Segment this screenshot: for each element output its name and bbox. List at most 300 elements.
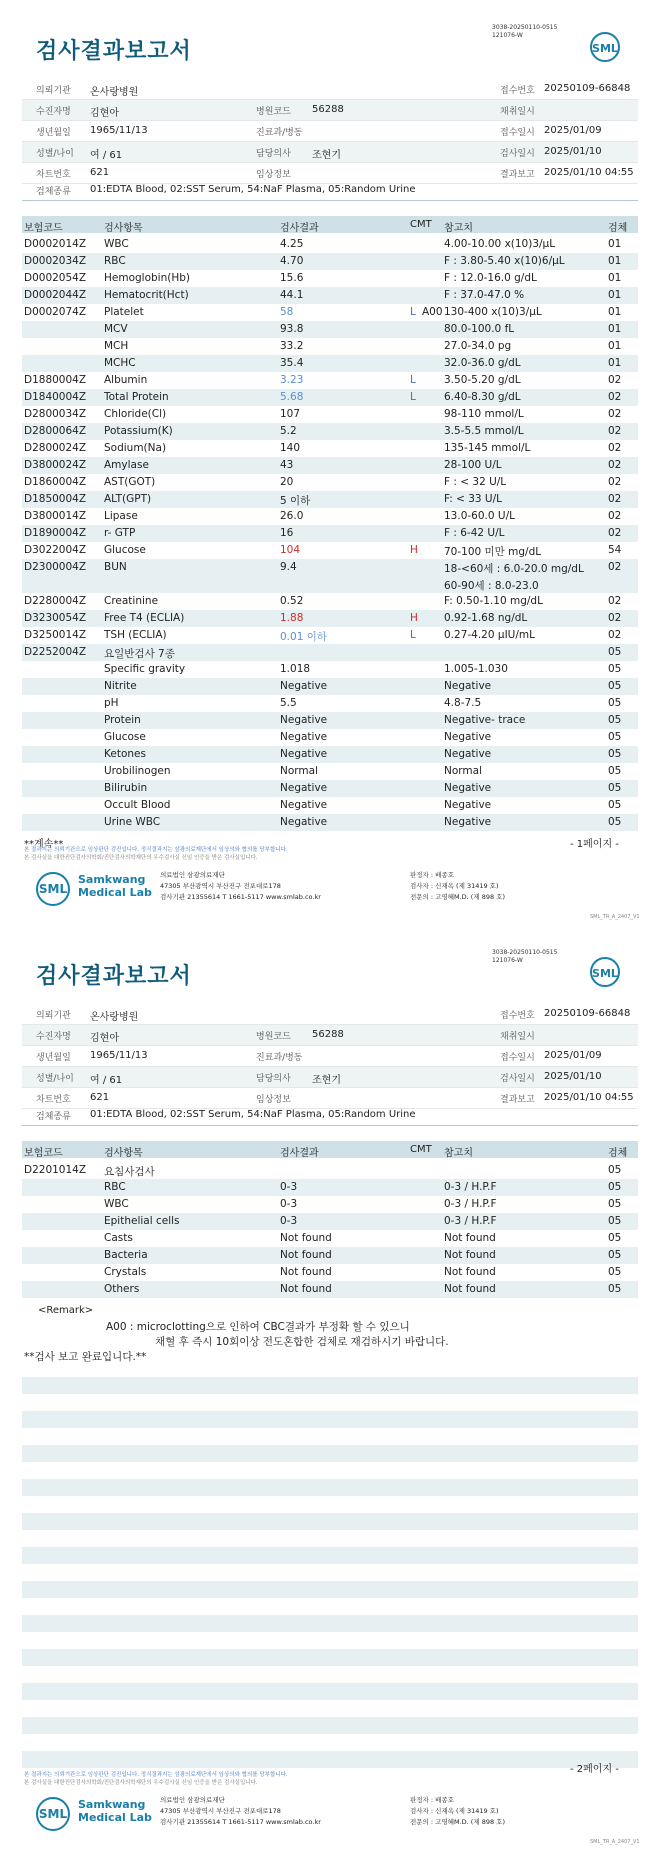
test-item: Urine WBC xyxy=(104,816,161,828)
reference-range: 18-<60세 : 6.0-20.0 mg/dL xyxy=(444,563,584,575)
reference-range: 6.40-8.30 g/dL xyxy=(444,391,521,403)
signatures xyxy=(410,870,505,903)
brand-name xyxy=(78,1798,152,1824)
test-code: D1890004Z xyxy=(24,527,87,539)
test-item: Crystals xyxy=(104,1266,147,1278)
results-table-page-2 xyxy=(22,1162,638,1298)
reference-range: Negative- trace xyxy=(444,714,526,726)
comment-code: A00 xyxy=(422,306,443,318)
reference-range: Not found xyxy=(444,1232,496,1244)
remark-line-1: A00 : microclotting으로 인하여 CBC결과가 부정확 할 수 있으니 xyxy=(106,1321,410,1333)
test-result: Negative xyxy=(280,680,328,692)
info-row-3 xyxy=(22,121,638,142)
reference-range: F : 3.80-5.40 x(10)6/μL xyxy=(444,255,565,267)
test-item: Epithelial cells xyxy=(104,1215,180,1227)
label-sex-age: 성별/나이 xyxy=(36,1074,74,1084)
reference-range: 0.92-1.68 ng/dL xyxy=(444,612,528,624)
test-result: 0-3 xyxy=(280,1181,298,1193)
test-code: D3800014Z xyxy=(24,510,87,522)
reference-range: Not found xyxy=(444,1283,496,1295)
test-item: Ketones xyxy=(104,748,146,760)
label-doctor: 담당의사 xyxy=(256,149,291,159)
test-code: D2800064Z xyxy=(24,425,87,437)
test-item: WBC xyxy=(104,1198,129,1210)
test-date: 2025/01/10 xyxy=(544,146,602,157)
test-result: 16 xyxy=(280,527,294,539)
test-result: Negative xyxy=(280,782,328,794)
reference-range: Not found xyxy=(444,1266,496,1278)
test-item: 요일반검사 7종 xyxy=(104,648,175,660)
test-result: Not found xyxy=(280,1232,332,1244)
doc-no-line1: 3038-20250110-0515 xyxy=(492,24,558,31)
table-row xyxy=(22,372,638,389)
table-row xyxy=(22,644,638,661)
empty-row xyxy=(22,1411,638,1428)
specimen-code: 02 xyxy=(608,408,622,420)
test-item: Hematocrit(Hct) xyxy=(104,289,189,301)
empty-row xyxy=(22,1445,638,1462)
table-row xyxy=(22,661,638,678)
table-row xyxy=(22,1213,638,1230)
header-code: 보험코드 xyxy=(24,1148,63,1159)
table-row xyxy=(22,491,638,508)
info-row-4 xyxy=(22,1067,638,1088)
info-row-2 xyxy=(22,100,638,121)
reference-range: 32.0-36.0 g/dL xyxy=(444,357,521,369)
label-receipt-number: 접수번호 xyxy=(500,1011,535,1021)
test-result: 0.52 xyxy=(280,595,304,607)
test-result: 58 xyxy=(280,306,294,318)
specimen-code: 05 xyxy=(608,697,622,709)
test-flag: L xyxy=(410,391,416,403)
note-line-2: 본 검사실을 대한진단검사의학회/진단검사의학재단의 우수검사실 신임 인증을 받은 검사실입니다. xyxy=(24,855,258,861)
test-code: D2280004Z xyxy=(24,595,87,607)
test-code: D2800034Z xyxy=(24,408,87,420)
table-row xyxy=(22,1230,638,1247)
table-row xyxy=(22,712,638,729)
results-header xyxy=(22,216,638,233)
lab-addr: 47305 부산광역시 부산진구 전포대로178 xyxy=(160,1807,281,1815)
specimen-code: 02 xyxy=(608,629,622,641)
test-code: D0002044Z xyxy=(24,289,87,301)
test-item: pH xyxy=(104,697,119,709)
specimen-code: 05 xyxy=(608,1164,622,1176)
specimen-code: 01 xyxy=(608,255,622,267)
reference-range: 3.50-5.20 g/dL xyxy=(444,374,521,386)
test-code: D2800024Z xyxy=(24,442,87,454)
label-specimen: 검체종류 xyxy=(36,187,71,197)
table-row xyxy=(22,1247,638,1264)
specimen-code: 05 xyxy=(608,680,622,692)
doc-no-line2: 121076-W xyxy=(492,957,523,964)
test-flag: L xyxy=(410,374,416,386)
lab-contact: 검사기관 21355614 T 1661-5117 www.smlab.co.kr xyxy=(160,1818,321,1826)
table-row xyxy=(22,797,638,814)
label-requesting-institution: 의뢰기관 xyxy=(36,86,71,96)
specimen-code: 05 xyxy=(608,1232,622,1244)
table-row xyxy=(22,763,638,780)
report-notes xyxy=(24,846,288,862)
table-row xyxy=(22,508,638,525)
reference-range: 0.27-4.20 μIU/mL xyxy=(444,629,535,641)
note-line-1: 본 결과지는 의뢰기관으로 임상판단 검진입니다. 정식결과지는 삼광의료재단에서 임상의와 협의를 당부합니다. xyxy=(24,1772,288,1778)
label-report-date: 결과보고 xyxy=(500,1095,535,1105)
empty-row xyxy=(22,1513,638,1530)
table-row xyxy=(22,1162,638,1179)
receipt-date: 2025/01/09 xyxy=(544,1050,602,1061)
test-result: Not found xyxy=(280,1266,332,1278)
test-code: D1850004Z xyxy=(24,493,87,505)
specimen-code: 02 xyxy=(608,425,622,437)
test-item: TSH (ECLIA) xyxy=(104,629,167,641)
specimen-code: 05 xyxy=(608,782,622,794)
table-row xyxy=(22,474,638,491)
table-row xyxy=(22,406,638,423)
brand-line-2: Medical Lab xyxy=(78,886,152,899)
signer-tester: 검사자 : 신재옥 (제 31419 호) xyxy=(410,1807,499,1815)
table-row xyxy=(22,304,638,321)
report-page-2 xyxy=(0,925,655,1850)
test-result: 107 xyxy=(280,408,301,420)
reference-range: F : 12.0-16.0 g/dL xyxy=(444,272,537,284)
lab-address xyxy=(160,1795,321,1828)
empty-row xyxy=(22,1751,638,1768)
specimen-code: 05 xyxy=(608,1215,622,1227)
specimen-code: 02 xyxy=(608,612,622,624)
test-result: 3.23 xyxy=(280,374,304,386)
reference-range: Negative xyxy=(444,748,492,760)
test-code: D3800024Z xyxy=(24,459,87,471)
label-hospital-code: 병원코드 xyxy=(256,107,291,117)
test-item: RBC xyxy=(104,1181,126,1193)
label-collection-date: 채취일시 xyxy=(500,107,535,117)
test-result: 4.25 xyxy=(280,238,304,250)
patient-info-block xyxy=(22,79,638,184)
reference-range: 4.00-10.00 x(10)3/μL xyxy=(444,238,556,250)
label-receipt-date: 접수일시 xyxy=(500,1053,535,1063)
signer-specialist: 전문의 : 고영혜M.D. (제 898 호) xyxy=(410,893,505,901)
specimen-code: 01 xyxy=(608,306,622,318)
test-code: D3022004Z xyxy=(24,544,87,556)
table-row xyxy=(22,389,638,406)
table-row xyxy=(22,610,638,627)
table-row xyxy=(22,559,638,593)
test-code: D3250014Z xyxy=(24,629,87,641)
test-result: Normal xyxy=(280,765,318,777)
specimen-code: 02 xyxy=(608,442,622,454)
table-row xyxy=(22,525,638,542)
header-code: 보험코드 xyxy=(24,223,63,234)
test-code: D0002054Z xyxy=(24,272,87,284)
empty-row xyxy=(22,1683,638,1700)
patient-name: 김현아 xyxy=(90,1033,119,1044)
patient-name: 김현아 xyxy=(90,108,119,119)
test-result: 140 xyxy=(280,442,301,454)
test-item: ALT(GPT) xyxy=(104,493,152,505)
label-patient-name: 수진자명 xyxy=(36,1032,71,1042)
test-item: 요침사검사 xyxy=(104,1166,155,1178)
test-code: D2252004Z xyxy=(24,646,87,658)
footer xyxy=(0,1791,655,1845)
sex-age: 여 / 61 xyxy=(90,150,123,161)
document-number xyxy=(492,24,557,40)
test-item: Protein xyxy=(104,714,141,726)
specimen-code: 05 xyxy=(608,1283,622,1295)
specimen-code: 02 xyxy=(608,595,622,607)
header-item: 검사항목 xyxy=(104,223,143,234)
test-result: 5.68 xyxy=(280,391,304,403)
hospital-code: 56288 xyxy=(312,104,344,115)
test-item: Glucose xyxy=(104,544,146,556)
specimen-code: 02 xyxy=(608,391,622,403)
test-item: Free T4 (ECLIA) xyxy=(104,612,185,624)
info-row-4 xyxy=(22,142,638,163)
specimen-code: 05 xyxy=(608,714,622,726)
test-item: RBC xyxy=(104,255,126,267)
form-code: SML_TR_A_2407_V1 xyxy=(590,1839,640,1845)
test-item: Bilirubin xyxy=(104,782,148,794)
table-row xyxy=(22,1179,638,1196)
test-code: D3230054Z xyxy=(24,612,87,624)
info-row-1 xyxy=(22,79,638,100)
test-item: Urobilinogen xyxy=(104,765,171,777)
reference-range: 98-110 mmol/L xyxy=(444,408,524,420)
empty-row xyxy=(22,1717,638,1734)
specimen-code: 05 xyxy=(608,646,622,658)
reference-range: F: 0.50-1.10 mg/dL xyxy=(444,595,543,607)
patient-info-block xyxy=(22,1004,638,1109)
table-row xyxy=(22,814,638,831)
test-item: Potassium(K) xyxy=(104,425,173,437)
requesting-institution: 온사랑병원 xyxy=(90,1012,139,1023)
test-code: D1880004Z xyxy=(24,374,87,386)
test-result: 4.70 xyxy=(280,255,304,267)
test-item: Total Protein xyxy=(104,391,169,403)
specimen-code: 05 xyxy=(608,731,622,743)
label-report-date: 결과보고 xyxy=(500,170,535,180)
test-code: D0002074Z xyxy=(24,306,87,318)
table-row xyxy=(22,253,638,270)
label-collection-date: 채취일시 xyxy=(500,1032,535,1042)
test-item: Occult Blood xyxy=(104,799,171,811)
test-item: Hemoglobin(Hb) xyxy=(104,272,191,284)
test-item: r- GTP xyxy=(104,527,136,539)
table-row xyxy=(22,593,638,610)
test-result: 1.018 xyxy=(280,663,311,675)
label-requesting-institution: 의뢰기관 xyxy=(36,1011,71,1021)
test-item: Others xyxy=(104,1283,140,1295)
brand-line-2: Medical Lab xyxy=(78,1811,152,1824)
header-reference: 참고치 xyxy=(444,223,473,234)
test-result: 26.0 xyxy=(280,510,304,522)
test-result: 0-3 xyxy=(280,1215,298,1227)
report-date: 2025/01/10 04:55 xyxy=(544,1092,634,1103)
specimen-code: 02 xyxy=(608,476,622,488)
reference-range: Negative xyxy=(444,680,492,692)
table-row xyxy=(22,746,638,763)
test-result: 0.01 이하 xyxy=(280,631,328,643)
table-row xyxy=(22,729,638,746)
test-result: 43 xyxy=(280,459,294,471)
table-row xyxy=(22,457,638,474)
report-notes xyxy=(24,1771,288,1787)
info-row-2 xyxy=(22,1025,638,1046)
label-clinical-info: 임상정보 xyxy=(256,1095,291,1105)
continued-label: **계속** xyxy=(24,839,64,850)
specimen-code: 02 xyxy=(608,493,622,505)
remark-header: <Remark> xyxy=(38,1305,94,1316)
test-item: MCHC xyxy=(104,357,136,369)
test-result: 5.2 xyxy=(280,425,297,437)
label-specimen: 검체종류 xyxy=(36,1112,71,1122)
table-row xyxy=(22,440,638,457)
table-row xyxy=(22,236,638,253)
test-item: MCV xyxy=(104,323,128,335)
specimen-code: 01 xyxy=(608,340,622,352)
hospital-code: 56288 xyxy=(312,1029,344,1040)
test-result: Negative xyxy=(280,816,328,828)
doctor: 조현기 xyxy=(312,1075,341,1086)
table-row xyxy=(22,678,638,695)
test-code: D0002034Z xyxy=(24,255,87,267)
specimen-code: 02 xyxy=(608,374,622,386)
test-flag: H xyxy=(410,544,418,556)
specimen-code: 02 xyxy=(608,561,622,573)
reference-range: Normal xyxy=(444,765,482,777)
test-item: Specific gravity xyxy=(104,663,186,675)
reference-range-line2: 60-90세 : 8.0-23.0 xyxy=(444,580,539,592)
test-code: D2300004Z xyxy=(24,561,87,573)
test-flag: H xyxy=(410,612,418,624)
brand-name xyxy=(78,873,152,899)
reference-range: 80.0-100.0 fL xyxy=(444,323,515,335)
test-result: Not found xyxy=(280,1283,332,1295)
document-number xyxy=(492,949,557,965)
page-number: - 1페이지 - xyxy=(570,839,619,850)
reference-range: 3.5-5.5 mmol/L xyxy=(444,425,524,437)
specimen-code: 05 xyxy=(608,765,622,777)
specimen-code: 05 xyxy=(608,1181,622,1193)
test-result: 93.8 xyxy=(280,323,304,335)
header-cmt: CMT xyxy=(410,219,432,230)
report-date: 2025/01/10 04:55 xyxy=(544,167,634,178)
test-result: 35.4 xyxy=(280,357,304,369)
specimen-code: 02 xyxy=(608,510,622,522)
results-header xyxy=(22,1141,638,1158)
reference-range: 28-100 U/L xyxy=(444,459,502,471)
specimen-code: 54 xyxy=(608,544,622,556)
reference-range: F: < 33 U/L xyxy=(444,493,503,505)
test-item: Lipase xyxy=(104,510,138,522)
specimen-code: 01 xyxy=(608,357,622,369)
info-row-1 xyxy=(22,1004,638,1025)
label-birth-date: 생년월일 xyxy=(36,128,71,138)
reference-range: 1.005-1.030 xyxy=(444,663,508,675)
test-item: Nitrite xyxy=(104,680,137,692)
reference-range: 0-3 / H.P.F xyxy=(444,1181,497,1193)
reference-range: Negative xyxy=(444,799,492,811)
reference-range: F : < 32 U/L xyxy=(444,476,507,488)
empty-row xyxy=(22,1377,638,1394)
empty-row xyxy=(22,1479,638,1496)
signer-specialist: 전문의 : 고영혜M.D. (제 898 호) xyxy=(410,1818,505,1826)
test-result: 44.1 xyxy=(280,289,304,301)
test-result: 104 xyxy=(280,544,301,556)
sml-logo-icon: SML xyxy=(590,32,620,62)
header-specimen: 검체 xyxy=(608,223,628,234)
label-sex-age: 성별/나이 xyxy=(36,149,74,159)
header-cmt: CMT xyxy=(410,1144,432,1155)
table-row xyxy=(22,1264,638,1281)
label-department: 진료과/병동 xyxy=(256,1053,303,1063)
lab-org: 의료법인 삼광의료재단 xyxy=(160,871,225,879)
empty-row xyxy=(22,1547,638,1564)
test-item: Amylase xyxy=(104,459,149,471)
note-line-2: 본 검사실을 대한진단검사의학회/진단검사의학재단의 우수검사실 신임 인증을 받은 검사실입니다. xyxy=(24,1780,258,1786)
doctor: 조현기 xyxy=(312,150,341,161)
specimen-code: 05 xyxy=(608,1266,622,1278)
specimen-code: 01 xyxy=(608,272,622,284)
remark-line-2: 채혈 후 즉시 10회이상 전도혼합한 검체로 재검하시기 바랍니다. xyxy=(155,1336,449,1348)
reference-range: Negative xyxy=(444,731,492,743)
test-item: Albumin xyxy=(104,374,148,386)
specimen-types: 01:EDTA Blood, 02:SST Serum, 54:NaF Plasma, 05:Random Urine xyxy=(90,184,416,195)
test-code: D1840004Z xyxy=(24,391,87,403)
lab-org: 의료법인 삼광의료재단 xyxy=(160,1796,225,1804)
requesting-institution: 온사랑병원 xyxy=(90,87,139,98)
label-receipt-number: 접수번호 xyxy=(500,86,535,96)
label-test-date: 검사일시 xyxy=(500,1074,535,1084)
form-code: SML_TR_A_2407_V1 xyxy=(590,914,640,920)
birth-date: 1965/11/13 xyxy=(90,1050,148,1061)
doc-no-line1: 3038-20250110-0515 xyxy=(492,949,558,956)
reference-range: 0-3 / H.P.F xyxy=(444,1215,497,1227)
birth-date: 1965/11/13 xyxy=(90,125,148,136)
test-item: Creatinine xyxy=(104,595,159,607)
results-table-page-1 xyxy=(22,236,638,831)
label-chart-number: 차트번호 xyxy=(36,170,71,180)
reference-range: F : 6-42 U/L xyxy=(444,527,505,539)
table-row xyxy=(22,338,638,355)
test-item: AST(GOT) xyxy=(104,476,156,488)
test-result: 0-3 xyxy=(280,1198,298,1210)
label-hospital-code: 병원코드 xyxy=(256,1032,291,1042)
specimen-code: 05 xyxy=(608,748,622,760)
report-title: 검사결과보고서 xyxy=(36,39,192,64)
table-row xyxy=(22,542,638,559)
header-reference: 참고치 xyxy=(444,1148,473,1159)
header-item: 검사항목 xyxy=(104,1148,143,1159)
test-item: Sodium(Na) xyxy=(104,442,167,454)
report-complete: **검사 보고 완료입니다.** xyxy=(24,1351,147,1363)
header-specimen: 검체 xyxy=(608,1148,628,1159)
test-result: 5 이하 xyxy=(280,495,311,507)
empty-row xyxy=(22,1581,638,1598)
sml-logo-icon: SML xyxy=(590,957,620,987)
specimen-code: 01 xyxy=(608,238,622,250)
header-result: 검사결과 xyxy=(280,1148,319,1159)
chart-number: 621 xyxy=(90,1092,110,1103)
label-birth-date: 생년월일 xyxy=(36,1053,71,1063)
table-row xyxy=(22,1196,638,1213)
label-test-date: 검사일시 xyxy=(500,149,535,159)
test-item: Platelet xyxy=(104,306,144,318)
test-result: 15.6 xyxy=(280,272,304,284)
test-code: D2201014Z xyxy=(24,1164,87,1176)
test-item: Casts xyxy=(104,1232,133,1244)
label-doctor: 담당의사 xyxy=(256,1074,291,1084)
test-code: D0002014Z xyxy=(24,238,87,250)
